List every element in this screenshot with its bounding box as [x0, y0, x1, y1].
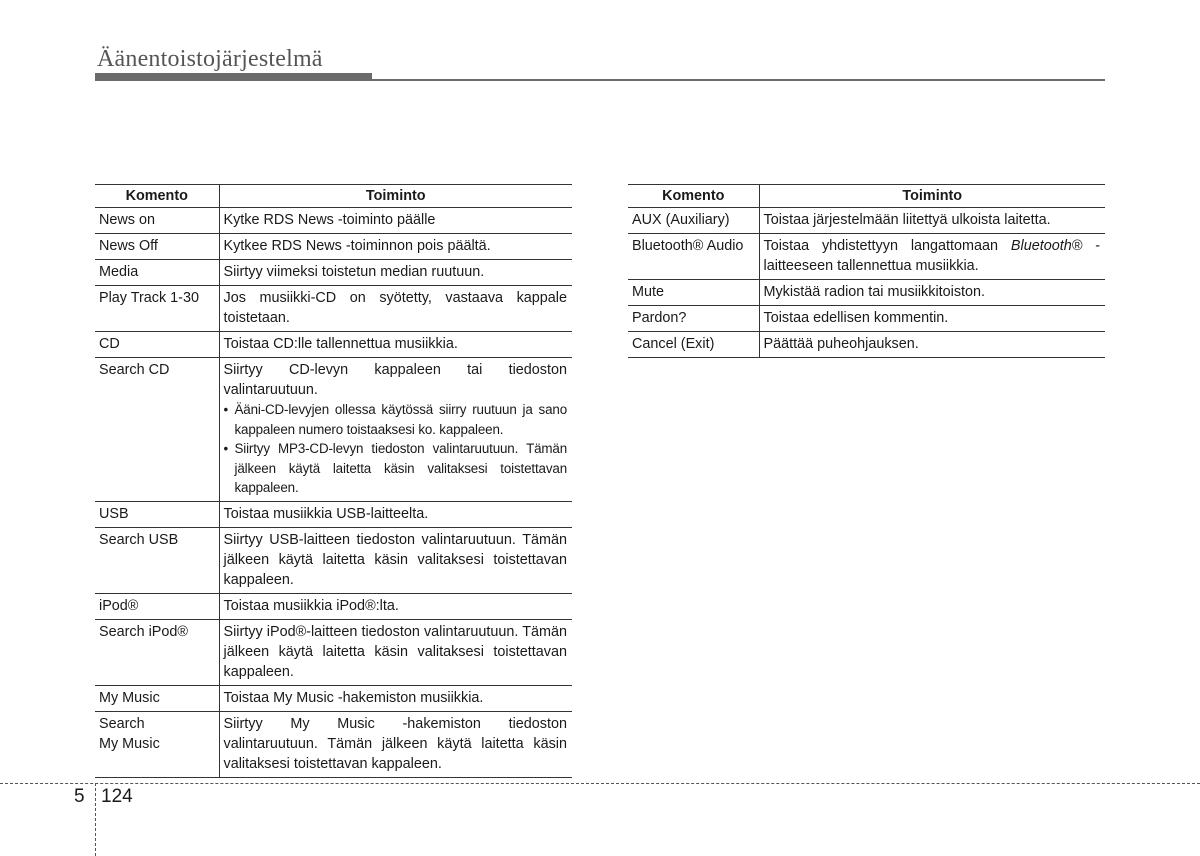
table-row — [95, 260, 572, 286]
section-title: Äänentoistojärjestelmä — [97, 46, 323, 72]
bullet-item — [224, 439, 568, 498]
action-cell: Toistaa My Music -hakemiston musiikkia. — [219, 685, 572, 711]
table-row — [628, 332, 1105, 358]
action-cell: Päättää puheohjauksen. — [759, 332, 1105, 358]
table-row — [95, 593, 572, 619]
footer-dashed-rule — [0, 783, 1200, 784]
command-cell — [95, 208, 219, 234]
table-header-row — [628, 185, 1105, 208]
command-text: Media — [99, 264, 139, 280]
command-cell — [628, 332, 759, 358]
bullet-text: Ääni-CD-levyjen ollessa käytössä siirry ruutuun ja sano kappaleen numero toistaaksesi ko. kappaleen. — [234, 402, 567, 437]
table-row — [628, 306, 1105, 332]
footer-dashed-divider — [95, 783, 96, 856]
command-text: Search — [99, 715, 145, 732]
action-text: Toistaa yhdistettyyn langattomaan — [763, 238, 1011, 254]
command-text: USB — [99, 505, 129, 522]
action-cell: Siirtyy iPod®-laitteen tiedoston valintaruutuun. Tämän jälkeen käytä laitetta käsin valitaksesi toistettavan kappaleen. — [219, 619, 572, 685]
command-text: Search iPod® — [99, 623, 188, 640]
command-text: Play Track 1-30 — [99, 290, 199, 306]
table-row — [95, 527, 572, 593]
command-text: Pardon? — [632, 310, 687, 326]
action-cell: Toistaa CD:lle tallennettua musiikkia. — [219, 332, 572, 358]
command-cell — [95, 332, 219, 358]
table-row — [95, 358, 572, 502]
table-header-row — [95, 185, 572, 208]
table-row — [628, 208, 1105, 234]
command-text: Search USB — [99, 531, 179, 548]
command-text: iPod® — [99, 597, 139, 614]
command-cell — [95, 501, 219, 527]
command-cell — [95, 286, 219, 332]
table-row — [95, 711, 572, 777]
column-header-action: Toiminto — [219, 185, 572, 208]
command-cell — [628, 208, 759, 234]
command-cell — [95, 527, 219, 593]
action-cell: Toistaa edellisen kommentin. — [759, 306, 1105, 332]
action-cell: Kytkee RDS News -toiminnon pois päältä. — [219, 234, 572, 260]
table-row — [95, 685, 572, 711]
command-cell — [95, 593, 219, 619]
voice-command-table-left — [95, 184, 572, 778]
command-text: My Music — [99, 735, 160, 752]
command-cell — [95, 685, 219, 711]
table-row — [95, 501, 572, 527]
action-cell: Siirtyy viimeksi toistetun median ruutuun. — [219, 260, 572, 286]
table-row — [95, 619, 572, 685]
bullet-item — [224, 400, 568, 439]
table-row — [628, 280, 1105, 306]
command-cell — [95, 619, 219, 685]
voice-command-table-right — [628, 184, 1105, 358]
command-text: News on — [99, 212, 155, 228]
command-cell — [628, 234, 759, 280]
column-header-action: Toiminto — [759, 185, 1105, 208]
command-text: AUX (Auxiliary) — [632, 212, 730, 228]
column-header-command: Komento — [95, 185, 219, 208]
command-text: Mute — [632, 284, 664, 300]
page-number: 124 — [101, 786, 133, 807]
command-text: CD — [99, 336, 120, 352]
command-cell — [95, 234, 219, 260]
action-text: Siirtyy CD-levyn kappaleen tai tiedoston valintaruutuun. — [223, 362, 567, 398]
table-row — [95, 234, 572, 260]
action-cell: Toistaa musiikkia USB-laitteelta. — [219, 501, 572, 527]
table-row — [95, 286, 572, 332]
action-cell: Siirtyy My Music -hakemiston tiedoston valintaruutuun. Tämän jälkeen käytä laitetta käsin valitaksesi toistettavan kappaleen. — [219, 711, 572, 777]
section-number: 5 — [74, 786, 85, 807]
column-header-command: Komento — [628, 185, 759, 208]
action-cell: Toistaa musiikkia iPod®:lta. — [219, 593, 572, 619]
command-text: News Off — [99, 238, 158, 254]
bullet-icon: • — [223, 441, 229, 456]
command-text: My Music — [99, 689, 160, 706]
action-cell: Toistaa järjestelmään liitettyä ulkoista laitetta. — [759, 208, 1105, 234]
table-row — [95, 332, 572, 358]
action-text-italic: Bluetooth® — [1010, 238, 1083, 254]
command-cell — [628, 306, 759, 332]
table-row — [95, 208, 572, 234]
command-text: Cancel (Exit) — [632, 336, 715, 352]
action-cell — [759, 234, 1105, 280]
action-cell: Kytke RDS News -toiminto päälle — [219, 208, 572, 234]
bullet-text: Siirtyy MP3-CD-levyn tiedoston valintaruutuun. Tämän jälkeen käytä laitetta käsin valitaksesi toistettavan kappaleen. — [234, 441, 567, 495]
table-row — [628, 234, 1105, 280]
action-cell: Jos musiikki-CD on syötetty, vastaava kappale toistetaan. — [219, 286, 572, 332]
action-cell — [219, 358, 572, 502]
action-cell: Mykistää radion tai musiikkitoiston. — [759, 280, 1105, 306]
command-cell — [628, 280, 759, 306]
action-text: -laitteeseen tallennettua musiikkia. — [763, 238, 1100, 274]
action-cell: Siirtyy USB-laitteen tiedoston valintaruutuun. Tämän jälkeen käytä laitetta käsin valitaksesi toistettavan kappaleen. — [219, 527, 572, 593]
bullet-icon: • — [223, 402, 229, 417]
command-cell — [95, 711, 219, 777]
command-text: Bluetooth® Audio — [632, 238, 744, 254]
command-text: Search CD — [99, 362, 170, 378]
command-cell — [95, 260, 219, 286]
command-cell — [95, 358, 219, 502]
header-rule — [95, 79, 1105, 81]
